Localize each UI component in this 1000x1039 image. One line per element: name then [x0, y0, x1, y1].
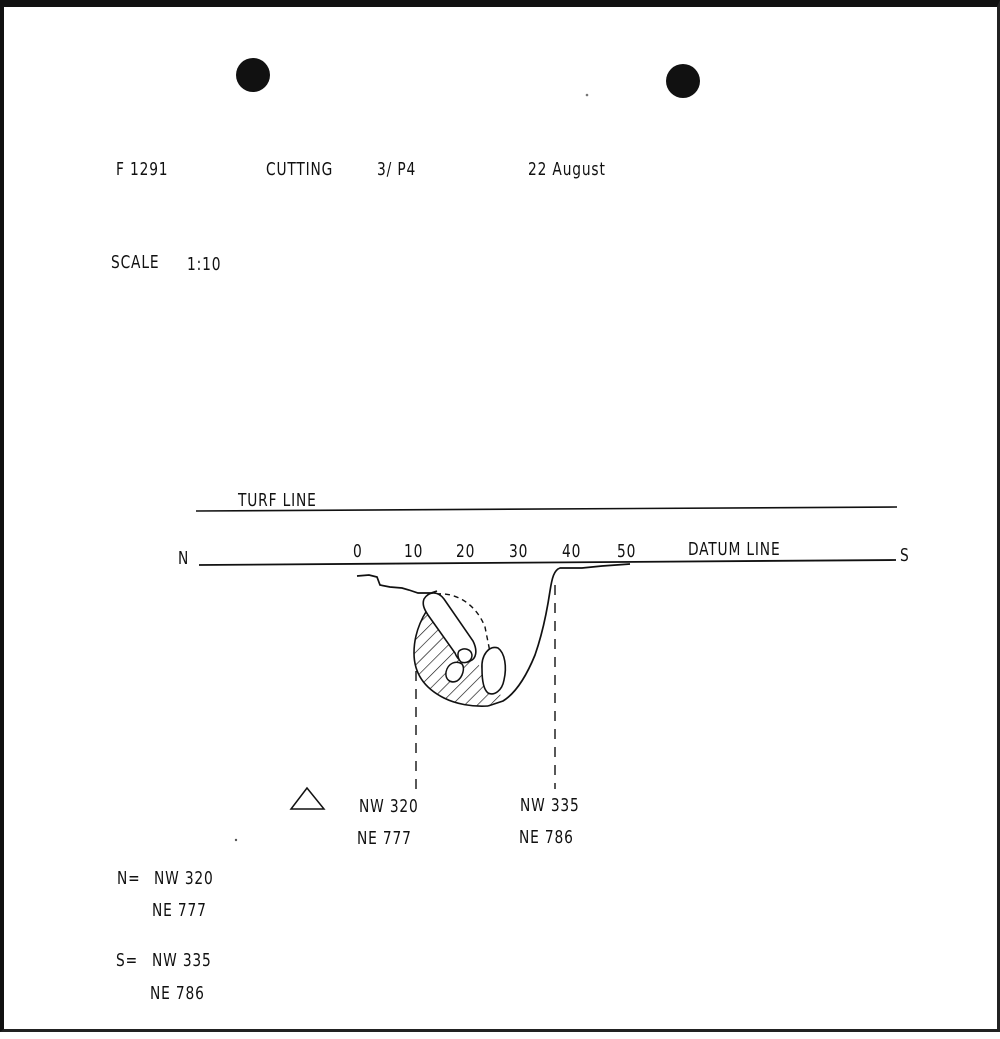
scale-label: SCALE [111, 252, 160, 273]
legend-north-nw: NW 320 [154, 868, 214, 889]
north-label: N [178, 548, 190, 569]
legend-south-ne: NE 786 [150, 983, 205, 1004]
cut-profile-lower [488, 564, 630, 706]
scale-tick-label: 10 [404, 541, 424, 562]
legend-south-prefix: S= [116, 950, 138, 971]
legend-north-prefix: N= [117, 868, 141, 889]
datum-line [199, 560, 896, 565]
scale-value: 1:10 [187, 254, 222, 275]
legend-north-ne: NE 777 [152, 900, 207, 921]
datum-line-label: DATUM LINE [688, 539, 781, 560]
drawing-date: 22 August [528, 159, 606, 180]
stray-mark [235, 839, 237, 841]
marker-left-ne: NE 777 [357, 828, 412, 849]
stone-right [482, 647, 505, 693]
scale-tick-label: 30 [509, 541, 529, 562]
marker-right-nw: NW 335 [520, 795, 580, 816]
cutting-label: CUTTING [266, 159, 334, 180]
cut-profile [357, 575, 437, 593]
marker-right-ne: NE 786 [519, 827, 574, 848]
stray-mark [586, 94, 589, 97]
marker-left-nw: NW 320 [359, 796, 419, 817]
turf-line-label: TURF LINE [238, 490, 317, 511]
legend-south-nw: NW 335 [152, 950, 212, 971]
scale-tick-label: 0 [353, 541, 363, 562]
stone-small-mid [458, 649, 472, 663]
scale-tick-label: 20 [456, 541, 476, 562]
scale-tick-label: 40 [562, 541, 582, 562]
cutting-value: 3/ P4 [377, 159, 417, 180]
scale-tick-label: 50 [617, 541, 637, 562]
south-label: S [900, 545, 910, 566]
triangle-marker-icon [291, 788, 324, 809]
feature-number: F 1291 [116, 159, 169, 180]
